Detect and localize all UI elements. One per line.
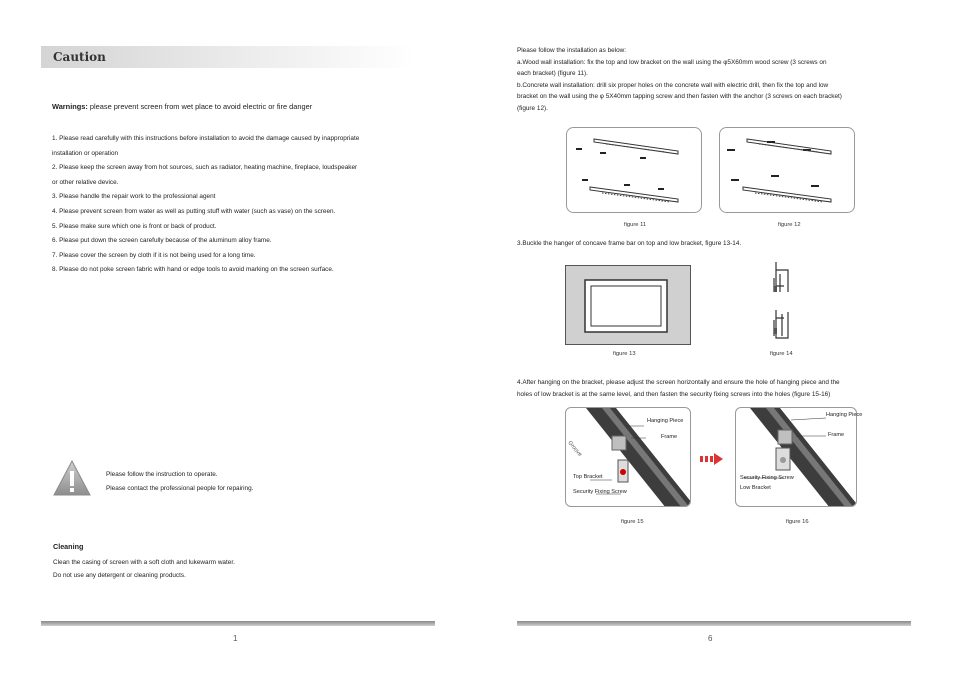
- figure-12-concrete-wall-diagram: [719, 127, 855, 213]
- figure-14-hanger-diagram: [766, 258, 798, 348]
- intro-line: Please follow the installation as below:: [517, 47, 627, 54]
- cleaning-line: Do not use any detergent or cleaning products.: [53, 572, 186, 579]
- intro-line: a.Wood wall installation: fix the top and low bracket on the wall using the φ5X60mm wood screw (3 screws on: [517, 58, 827, 66]
- fig16-hanging-piece-label: Hanging Piece: [826, 412, 863, 418]
- figure-15-caption: figure 15: [621, 519, 644, 525]
- step-4-line: 4.After hanging on the bracket, please adjust the screen horizontally and ensure the hole of hanging piece and the: [517, 379, 840, 386]
- step-4-text: [517, 377, 840, 401]
- left-page-number: 1: [233, 634, 238, 643]
- step-4-line: holes of low bracket is at the same level, and then fasten the security fixing screws into the holes (figure 15-16): [517, 391, 831, 398]
- step-3-text: 3.Buckle the hanger of concave frame bar on top and low bracket, figure 13-14.: [517, 240, 742, 247]
- list-item: 4. Please prevent screen from water as well as putting stuff with water (such as vase) on the screen.: [52, 207, 336, 215]
- note-line: Please follow the instruction to operate.: [106, 471, 218, 478]
- figure-13-caption: figure 13: [613, 351, 636, 357]
- warning-label: Warnings:: [52, 102, 88, 111]
- right-page-number: 6: [708, 634, 713, 643]
- fig15-top-bracket-label: Top Bracket: [573, 474, 603, 480]
- fig15-hanging-piece-label: Hanging Piece: [647, 418, 684, 424]
- list-item: 2. Please keep the screen away from hot sources, such as radiator, heating machine, fireplace, loudspeaker: [52, 164, 358, 172]
- list-item: installation or operation: [52, 149, 119, 157]
- figure-16-caption: figure 16: [786, 519, 809, 525]
- figure-12-caption: figure 12: [778, 222, 801, 228]
- caution-title: Caution: [53, 50, 106, 64]
- cleaning-title: Cleaning: [53, 542, 84, 551]
- intro-line: b.Concrete wall installation: drill six proper holes on the concrete wall with electric drill, then fix the top and low: [517, 81, 829, 89]
- list-item: 8. Please do not poke screen fabric with hand or edge tools to avoid marking on the screen surface.: [52, 266, 334, 274]
- warning-line: [52, 102, 312, 111]
- note-line: Please contact the professional people for repairing.: [106, 485, 254, 492]
- warning-text: please prevent screen from wet place to avoid electric or fire danger: [87, 102, 313, 111]
- instruction-list: [52, 132, 359, 278]
- right-arrow-icon: [700, 453, 724, 465]
- figure-11-wood-wall-diagram: [566, 127, 702, 213]
- intro-line: (figure 12).: [517, 104, 548, 112]
- intro-line: bracket on the wall using the φ 5X40mm tapping screw and then fasten with the anchor (3 screws on each bracket): [517, 93, 842, 100]
- figure-11-caption: figure 11: [624, 222, 647, 228]
- list-item: or other relative device.: [52, 178, 119, 186]
- figure-16-box: [735, 407, 857, 507]
- figure-13-frame-diagram: [565, 265, 691, 345]
- list-item: 3. Please handle the repair work to the professional agent: [52, 193, 216, 201]
- list-item: 6. Please put down the screen carefully because of the aluminum alloy frame.: [52, 237, 272, 245]
- cleaning-line: Clean the casing of screen with a soft cloth and lukewarm water.: [53, 559, 235, 566]
- fig15-groove-label: Groove: [566, 440, 583, 458]
- list-item: 1. Please read carefully with this instructions before installation to avoid the damage caused by inappropriate: [52, 135, 360, 142]
- list-item: 7. Please cover the screen by cloth if it is not being used for a long time.: [52, 251, 256, 259]
- fig16-frame-label: Frame: [828, 432, 845, 438]
- warning-note: [106, 468, 253, 496]
- list-item: 5. Please make sure which one is front or back of product.: [52, 222, 217, 230]
- warning-triangle-icon: [53, 460, 91, 496]
- installation-intro: [517, 45, 842, 114]
- figure-16-bracket-diagram: [736, 408, 856, 506]
- fig16-low-bracket-label: Low Bracket: [740, 485, 771, 491]
- right-footer-rule: [517, 621, 911, 626]
- fig15-frame-label: Frame: [661, 434, 678, 440]
- left-footer-rule: [41, 621, 435, 626]
- fig16-security-screw-label: Security Fixing Screw: [740, 475, 794, 481]
- intro-line: each bracket) (figure 11).: [517, 70, 588, 77]
- fig15-security-screw-label: Security Fixing Screw: [573, 489, 627, 495]
- figure-14-caption: figure 14: [770, 351, 793, 357]
- cleaning-text: [53, 556, 235, 582]
